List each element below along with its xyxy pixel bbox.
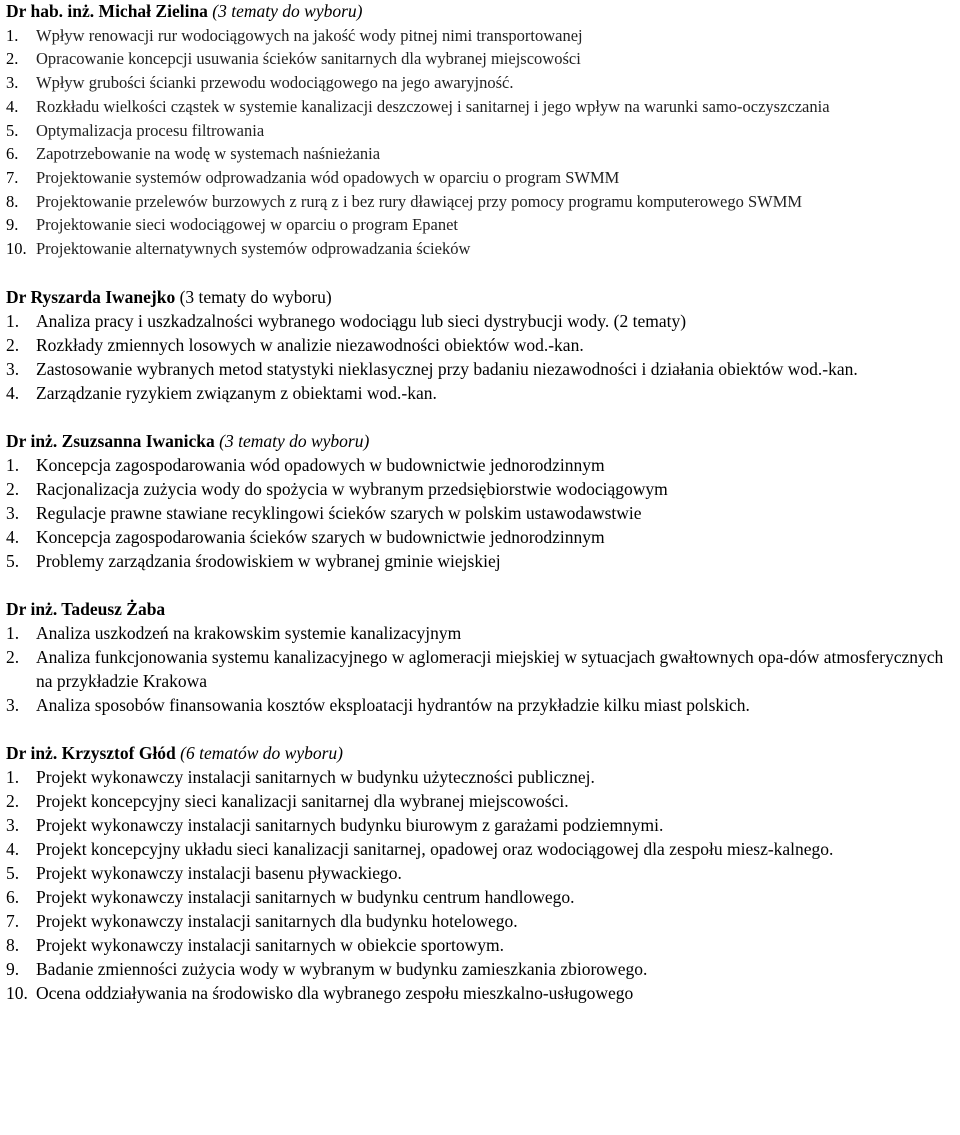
list-item bbox=[6, 933, 954, 957]
item-text: Projekt koncepcyjny sieci kanalizacji sanitarnej dla wybranej miejscowości. bbox=[36, 790, 569, 811]
supervisor-heading bbox=[6, 0, 954, 24]
supervisor-heading bbox=[6, 285, 954, 309]
topic-list bbox=[6, 309, 954, 405]
supervisor-name: Krzysztof Głód bbox=[61, 742, 176, 763]
list-item bbox=[6, 765, 954, 789]
supervisor-name: Ryszarda Iwanejko bbox=[30, 286, 176, 307]
supervisor-section bbox=[6, 429, 954, 573]
item-number: 9. bbox=[6, 215, 19, 235]
list-item bbox=[6, 957, 954, 981]
item-number: 1. bbox=[6, 766, 20, 787]
list-item bbox=[6, 357, 954, 381]
item-text: Regulacje prawne stawiane recyklingowi ścieków szarych w polskim ustawodawstwie bbox=[36, 502, 642, 523]
item-number: 8. bbox=[6, 934, 20, 955]
supervisor-name: Zsuzsanna Iwanicka bbox=[61, 430, 215, 451]
item-text: Optymalizacja procesu filtrowania bbox=[36, 120, 265, 140]
supervisor-section bbox=[6, 741, 954, 1005]
list-item bbox=[6, 119, 954, 143]
item-text: Wpływ renowacji rur wodociągowych na jakość wody pitnej nimi transportowanej bbox=[36, 25, 583, 45]
list-item bbox=[6, 789, 954, 813]
list-item bbox=[6, 621, 954, 645]
supervisor-heading bbox=[6, 429, 954, 453]
item-text: Projektowanie alternatywnych systemów odprowadzania ścieków bbox=[36, 239, 471, 259]
item-text: Racjonalizacja zużycia wody do spożycia w wybranym przedsiębiorstwie wodociągowym bbox=[36, 478, 668, 499]
item-text: Projekt wykonawczy instalacji sanitarnych w budynku centrum handlowego. bbox=[36, 886, 575, 907]
item-text: Projektowanie systemów odprowadzania wód opadowych w oparciu o program SWMM bbox=[36, 167, 620, 187]
item-text: Analiza funkcjonowania systemu kanalizacyjnego w aglomeracji miejskiej w sytuacjach gwałtownych opa-dów atmosferycznych na przykładzie Krakowa bbox=[36, 646, 944, 691]
list-item bbox=[6, 981, 954, 1005]
topic-count-note: (3 tematy do wyboru) bbox=[175, 286, 332, 307]
list-item bbox=[6, 837, 954, 861]
item-text: Analiza sposobów finansowania kosztów eksploatacji hydrantów na przykładzie kilku miast polskich. bbox=[36, 694, 750, 715]
item-number: 2. bbox=[6, 49, 19, 69]
item-text: Projekt wykonawczy instalacji basenu pływackiego. bbox=[36, 862, 402, 883]
section-spacer bbox=[6, 405, 954, 429]
topic-list bbox=[6, 621, 954, 717]
list-item bbox=[6, 213, 954, 237]
section-spacer bbox=[6, 573, 954, 597]
list-item bbox=[6, 237, 954, 261]
topic-count-note: (3 tematy do wyboru) bbox=[207, 1, 363, 21]
supervisor-section bbox=[6, 597, 954, 717]
item-text: Analiza uszkodzeń na krakowskim systemie kanalizacyjnym bbox=[36, 622, 462, 643]
list-item bbox=[6, 861, 954, 885]
supervisor-degree: Dr inż. bbox=[6, 430, 62, 451]
item-text: Rozkładu wielkości cząstek w systemie kanalizacji deszczowej i sanitarnej i jego wpływ na warunki samo-oczyszczania bbox=[36, 96, 830, 116]
supervisor-degree: Dr bbox=[6, 286, 31, 307]
item-number: 8. bbox=[6, 191, 19, 211]
item-number: 1. bbox=[6, 454, 20, 475]
supervisor-degree: Dr inż. bbox=[6, 742, 62, 763]
item-text: Projekt wykonawczy instalacji sanitarnych w obiekcie sportowym. bbox=[36, 934, 505, 955]
item-number: 2. bbox=[6, 646, 20, 667]
list-item bbox=[6, 693, 954, 717]
item-number: 2. bbox=[6, 790, 20, 811]
topic-list bbox=[6, 453, 954, 573]
list-item bbox=[6, 47, 954, 71]
list-item bbox=[6, 166, 954, 190]
item-number: 1. bbox=[6, 25, 19, 45]
list-item bbox=[6, 813, 954, 837]
item-text: Rozkłady zmiennych losowych w analizie niezawodności obiektów wod.-kan. bbox=[36, 334, 584, 355]
item-text: Zapotrzebowanie na wodę w systemach naśnieżania bbox=[36, 144, 381, 164]
item-number: 4. bbox=[6, 382, 20, 403]
item-text: Koncepcja zagospodarowania wód opadowych w budownictwie jednorodzinnym bbox=[36, 454, 605, 475]
supervisor-heading bbox=[6, 597, 954, 621]
item-number: 9. bbox=[6, 958, 20, 979]
supervisor-section bbox=[6, 0, 954, 261]
item-number: 3. bbox=[6, 502, 20, 523]
list-item bbox=[6, 549, 954, 573]
list-item bbox=[6, 453, 954, 477]
item-text: Projektowanie przelewów burzowych z rurą z i bez rury dławiącej przy pomocy programu komputerowego SWMM bbox=[36, 191, 803, 211]
supervisor-name: Tadeusz Żaba bbox=[61, 598, 166, 619]
item-number: 4. bbox=[6, 526, 20, 547]
item-text: Problemy zarządzania środowiskiem w wybranej gminie wiejskiej bbox=[36, 550, 501, 571]
item-number: 10. bbox=[6, 982, 28, 1003]
item-text: Opracowanie koncepcji usuwania ścieków sanitarnych dla wybranej miejscowości bbox=[36, 49, 581, 69]
list-item bbox=[6, 477, 954, 501]
list-item bbox=[6, 190, 954, 214]
item-number: 4. bbox=[6, 838, 20, 859]
item-text: Projekt koncepcyjny układu sieci kanalizacji sanitarnej, opadowej oraz wodociągowej dla zespołu miesz-kalnego. bbox=[36, 838, 834, 859]
section-spacer bbox=[6, 717, 954, 741]
section-spacer bbox=[6, 261, 954, 285]
item-number: 3. bbox=[6, 814, 20, 835]
list-item bbox=[6, 501, 954, 525]
list-item bbox=[6, 24, 954, 48]
item-number: 5. bbox=[6, 862, 20, 883]
item-text: Projektowanie sieci wodociągowej w oparciu o program Epanet bbox=[36, 215, 458, 235]
topic-list bbox=[6, 765, 954, 1005]
list-item bbox=[6, 333, 954, 357]
item-number: 1. bbox=[6, 622, 20, 643]
item-number: 2. bbox=[6, 478, 20, 499]
supervisor-section bbox=[6, 285, 954, 405]
item-text: Zarządzanie ryzykiem związanym z obiektami wod.-kan. bbox=[36, 382, 437, 403]
item-number: 3. bbox=[6, 358, 20, 379]
item-number: 6. bbox=[6, 144, 19, 164]
item-number: 5. bbox=[6, 550, 20, 571]
item-number: 3. bbox=[6, 73, 19, 93]
item-number: 3. bbox=[6, 694, 20, 715]
topic-count-note: (3 tematy do wyboru) bbox=[214, 430, 370, 451]
list-item bbox=[6, 309, 954, 333]
list-item bbox=[6, 381, 954, 405]
supervisor-heading bbox=[6, 741, 954, 765]
item-text: Ocena oddziaływania na środowisko dla wybranego zespołu mieszkalno-usługowego bbox=[36, 982, 634, 1003]
list-item bbox=[6, 525, 954, 549]
list-item bbox=[6, 885, 954, 909]
item-text: Badanie zmienności zużycia wody w wybranym w budynku zamieszkania zbiorowego. bbox=[36, 958, 648, 979]
item-number: 1. bbox=[6, 310, 20, 331]
item-number: 7. bbox=[6, 910, 20, 931]
item-text: Wpływ grubości ścianki przewodu wodociągowego na jego awaryjność. bbox=[36, 73, 514, 93]
item-text: Projekt wykonawczy instalacji sanitarnych dla budynku hotelowego. bbox=[36, 910, 518, 931]
item-text: Koncepcja zagospodarowania ścieków szarych w budownictwie jednorodzinnym bbox=[36, 526, 605, 547]
item-text: Zastosowanie wybranych metod statystyki nieklasycznej przy badaniu niezawodności i działania obiektów wod.-kan. bbox=[36, 358, 858, 379]
item-number: 6. bbox=[6, 886, 20, 907]
supervisor-name: Michał Zielina bbox=[98, 1, 208, 21]
item-number: 7. bbox=[6, 167, 19, 187]
list-item bbox=[6, 71, 954, 95]
item-number: 5. bbox=[6, 120, 19, 140]
list-item bbox=[6, 645, 954, 693]
item-text: Analiza pracy i uszkadzalności wybranego wodociągu lub sieci dystrybucji wody. (2 tematy) bbox=[36, 310, 687, 331]
item-text: Projekt wykonawczy instalacji sanitarnych budynku biurowym z garażami podziemnymi. bbox=[36, 814, 664, 835]
item-text: Projekt wykonawczy instalacji sanitarnych w budynku użyteczności publicznej. bbox=[36, 766, 595, 787]
list-item bbox=[6, 909, 954, 933]
topic-count-note: (6 tematów do wyboru) bbox=[175, 742, 344, 763]
item-number: 10. bbox=[6, 239, 27, 259]
item-number: 2. bbox=[6, 334, 20, 355]
item-number: 4. bbox=[6, 96, 19, 116]
supervisor-degree: Dr hab. inż. bbox=[6, 1, 99, 21]
supervisor-degree: Dr inż. bbox=[6, 598, 62, 619]
list-item bbox=[6, 142, 954, 166]
topic-list bbox=[6, 24, 954, 261]
list-item bbox=[6, 95, 954, 119]
